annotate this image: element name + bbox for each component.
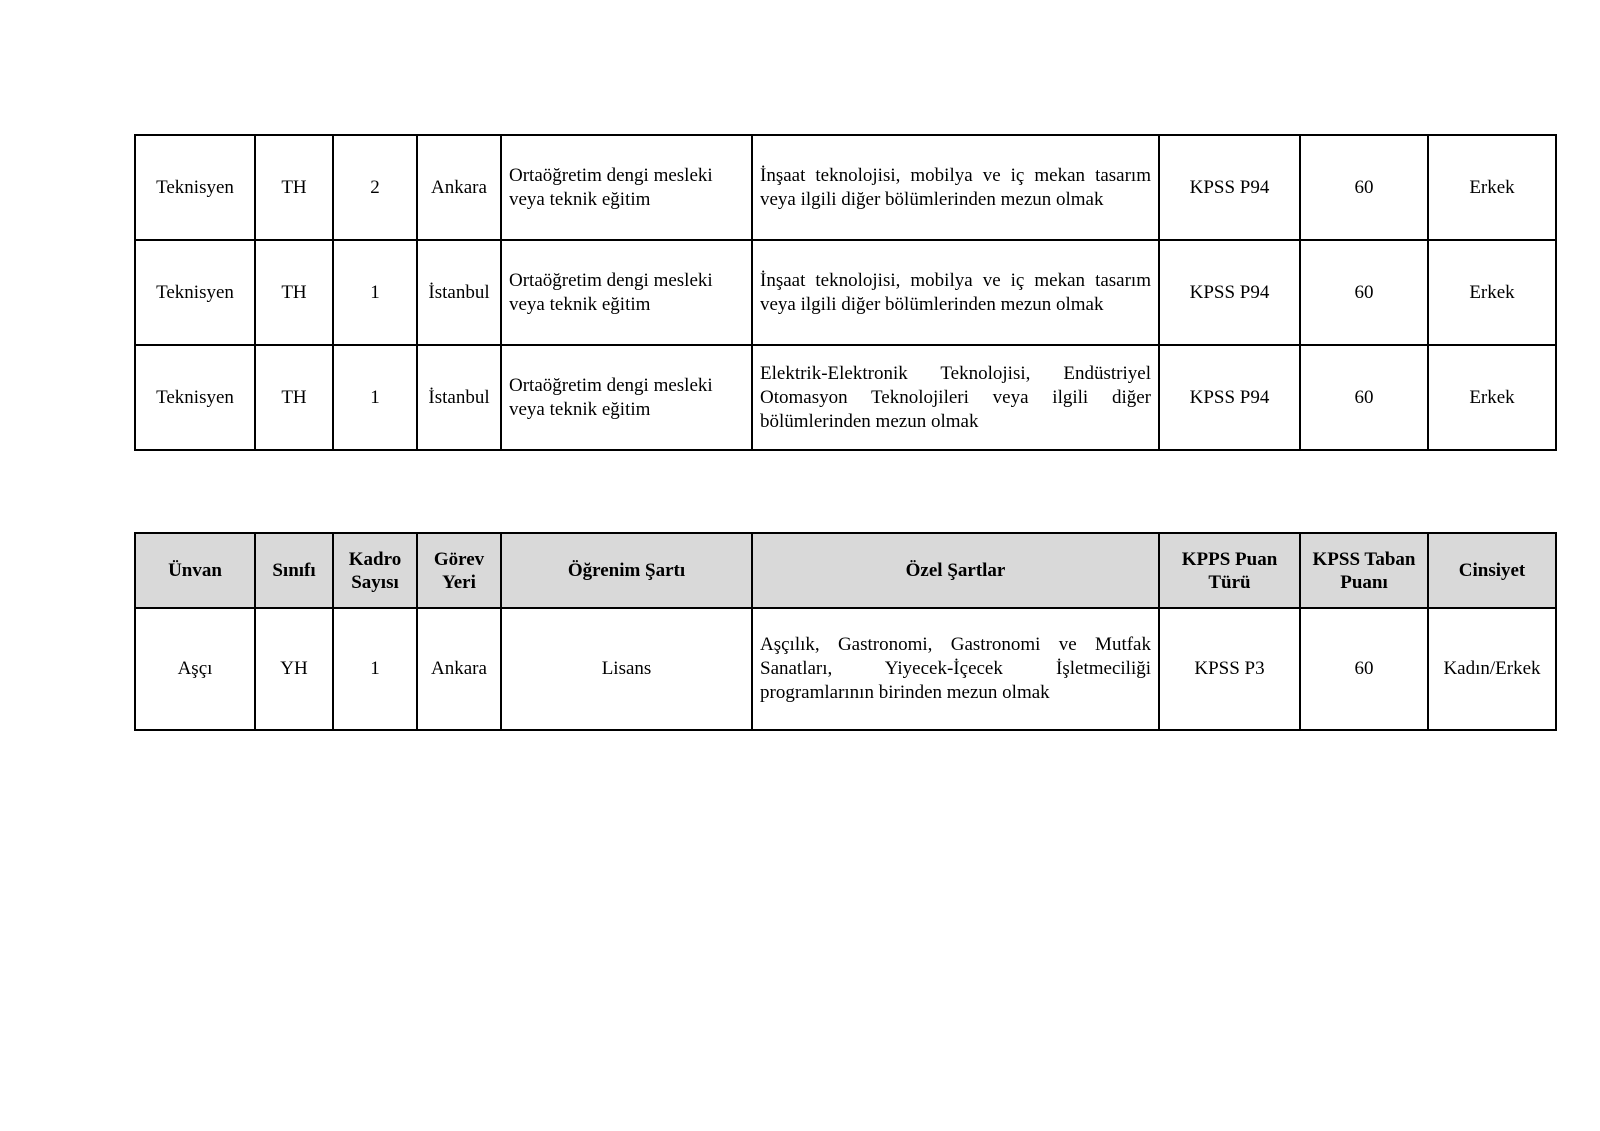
header-sinifi: Sınıfı [255, 533, 333, 608]
ozel-sartlar-cell: İnşaat teknolojisi, mobilya ve iç mekan tasarım veya ilgili diğer bölümlerinden mezun olmak [752, 240, 1159, 345]
kpss-taban-puani-cell: 60 [1300, 240, 1428, 345]
kpss-taban-puani-cell: 60 [1300, 608, 1428, 730]
gorev-yeri-cell: İstanbul [417, 345, 501, 450]
gorev-yeri-cell: İstanbul [417, 240, 501, 345]
kadro-sayisi-cell: 2 [333, 135, 417, 240]
gorev-yeri-cell: Ankara [417, 608, 501, 730]
ozel-sartlar-cell: İnşaat teknolojisi, mobilya ve iç mekan tasarım veya ilgili diğer bölümlerinden mezun olmak [752, 135, 1159, 240]
ogrenim-sarti-cell: Lisans [501, 608, 752, 730]
positions-table-continued [134, 134, 1557, 451]
cinsiyet-cell: Erkek [1428, 240, 1556, 345]
cinsiyet-cell: Erkek [1428, 345, 1556, 450]
header-kpps-puan-turu: KPPS Puan Türü [1159, 533, 1300, 608]
ogrenim-sarti-cell: Ortaöğretim dengi mesleki veya teknik eğitim [501, 240, 752, 345]
kadro-sayisi-cell: 1 [333, 345, 417, 450]
header-kadro-sayisi: Kadro Sayısı [333, 533, 417, 608]
kadro-sayisi-cell: 1 [333, 240, 417, 345]
positions-table [134, 532, 1557, 731]
sinifi-cell: TH [255, 240, 333, 345]
kpss-taban-puani-cell: 60 [1300, 135, 1428, 240]
unvan-cell: Teknisyen [135, 345, 255, 450]
kpps-puan-turu-cell: KPSS P94 [1159, 240, 1300, 345]
sinifi-cell: TH [255, 135, 333, 240]
kpss-taban-puani-cell: 60 [1300, 345, 1428, 450]
table-header-row [135, 533, 1556, 608]
unvan-cell: Aşçı [135, 608, 255, 730]
cinsiyet-cell: Erkek [1428, 135, 1556, 240]
header-gorev-yeri: Görev Yeri [417, 533, 501, 608]
header-cinsiyet: Cinsiyet [1428, 533, 1556, 608]
table-row [135, 240, 1556, 345]
ogrenim-sarti-cell: Ortaöğretim dengi mesleki veya teknik eğitim [501, 135, 752, 240]
sinifi-cell: YH [255, 608, 333, 730]
cinsiyet-cell: Kadın/Erkek [1428, 608, 1556, 730]
unvan-cell: Teknisyen [135, 240, 255, 345]
table-row [135, 135, 1556, 240]
header-kpss-taban-puani: KPSS Taban Puanı [1300, 533, 1428, 608]
sinifi-cell: TH [255, 345, 333, 450]
gorev-yeri-cell: Ankara [417, 135, 501, 240]
kadro-sayisi-cell: 1 [333, 608, 417, 730]
header-ozel-sartlar: Özel Şartlar [752, 533, 1159, 608]
ogrenim-sarti-cell: Ortaöğretim dengi mesleki veya teknik eğitim [501, 345, 752, 450]
header-ogrenim-sarti: Öğrenim Şartı [501, 533, 752, 608]
table-row [135, 345, 1556, 450]
ozel-sartlar-cell: Aşçılık, Gastronomi, Gastronomi ve Mutfak Sanatları, Yiyecek-İçecek İşletmeciliği programlarının birinden mezun olmak [752, 608, 1159, 730]
kpps-puan-turu-cell: KPSS P94 [1159, 135, 1300, 240]
unvan-cell: Teknisyen [135, 135, 255, 240]
table-row [135, 608, 1556, 730]
kpps-puan-turu-cell: KPSS P94 [1159, 345, 1300, 450]
kpps-puan-turu-cell: KPSS P3 [1159, 608, 1300, 730]
header-unvan: Ünvan [135, 533, 255, 608]
ozel-sartlar-cell: Elektrik-Elektronik Teknolojisi, Endüstriyel Otomasyon Teknolojileri veya ilgili diğer bölümlerinden mezun olmak [752, 345, 1159, 450]
